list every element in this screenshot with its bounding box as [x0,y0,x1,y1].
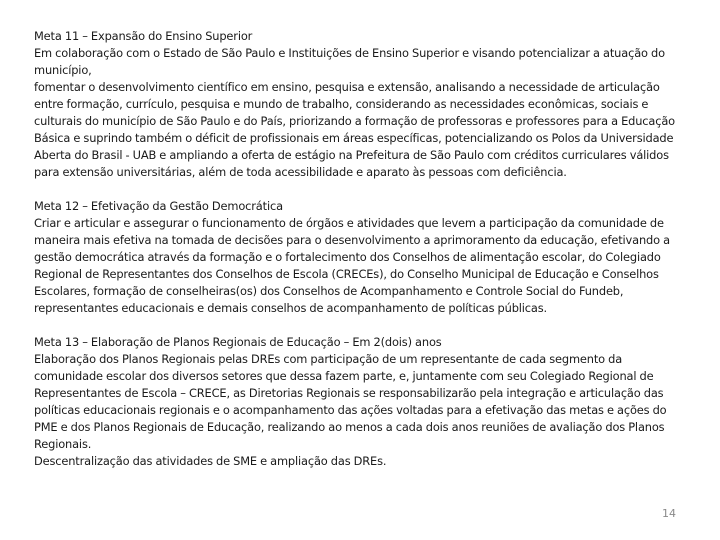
document-page [34,28,688,487]
section-meta-12 [34,198,688,317]
section-meta-11 [34,28,688,181]
section-paragraph: Em colaboração com o Estado de São Paulo e Instituições de Ensino Superior e visando potencializar a atuação do município, [34,46,665,77]
section-paragraph: Elaboração dos Planos Regionais pelas DREs com participação de um representante de cada segmento da comunidade escolar dos diversos setores que dessa fazem parte, e, juntamente com seu Colegiado Regional de Representantes de Escola – CRECE, as Diretorias Regionais se responsabilizarão pela integração e articulação das políticas educacionais regionais e o acompanhamento das ações voltadas para a efetivação das metas e ações do PME e dos Planos Regionais de Educação, realizando ao menos a cada dois anos reuniões de avaliação dos Planos Regionais. [34,352,667,451]
section-title: Meta 12 – Efetivação da Gestão Democrática [34,199,283,213]
section-paragraph: fomentar o desenvolvimento científico em ensino, pesquisa e extensão, analisando a necessidade de articulação entre formação, currículo, pesquisa e mundo de trabalho, considerando as necessidades econômicas, sociais e culturais do município de São Paulo e do País, priorizando a formação de professoras e professores para a Educação Básica e suprindo também o déficit de profissionais em áreas específicas, potencializando os Polos da Universidade Aberta do Brasil - UAB e ampliando a oferta de estágio na Prefeitura de São Paulo com créditos curriculares válidos para extensão universitárias, além de toda acessibilidade e aparato às pessoas com deficiência. [34,80,675,179]
section-meta-13 [34,334,688,470]
section-title: Meta 11 – Expansão do Ensino Superior [34,29,253,43]
page-number: 14 [662,507,676,520]
section-paragraph: Criar e articular e assegurar o funcionamento de órgãos e atividades que levem a participação da comunidade de maneira mais efetiva na tomada de decisões para o desenvolvimento a aprimoramento da educação, efetivando a gestão democrática através da formação e o fortalecimento dos Conselhos de alimentação escolar, do Colegiado Regional de Representantes dos Conselhos de Escola (CRECEs), do Conselho Municipal de Educação e Conselhos Escolares, formação de conselheiras(os) dos Conselhos de Acompanhamento e Controle Social do Fundeb, representantes educacionais e demais conselhos de acompanhamento de políticas públicas. [34,216,670,315]
section-title: Meta 13 – Elaboração de Planos Regionais de Educação – Em 2(dois) anos [34,335,442,349]
section-paragraph: Descentralização das atividades de SME e ampliação das DREs. [34,454,387,468]
